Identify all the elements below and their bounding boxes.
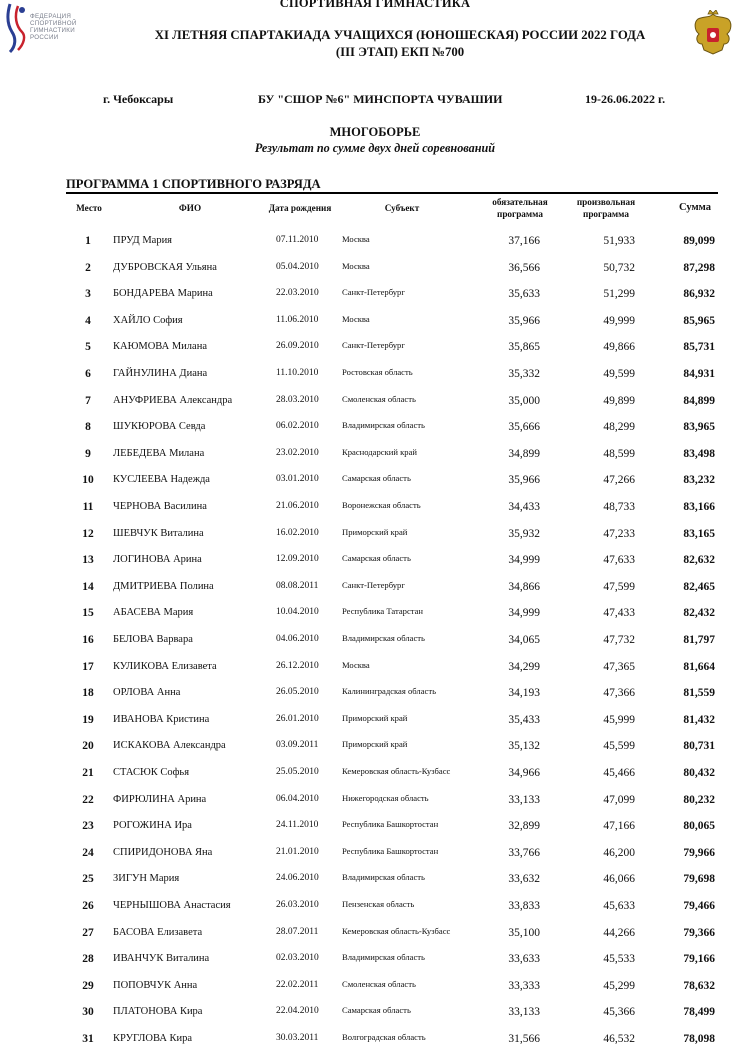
- table-row: [0, 681, 750, 708]
- voluntary-score-cell: 48,299: [603, 421, 635, 434]
- place-cell: 15: [82, 607, 94, 620]
- city: г. Чебоксары: [103, 92, 174, 106]
- voluntary-score-cell: 46,532: [603, 1033, 635, 1045]
- name-cell: ПОПОВЧУК Анна: [113, 979, 198, 991]
- place-cell: 27: [82, 926, 94, 939]
- name-cell: ЛЕБЕДЕВА Милана: [113, 447, 205, 459]
- col-header-voluntary: [566, 196, 646, 220]
- table-row: [0, 601, 750, 628]
- dob-cell: 30.03.2011: [276, 1033, 319, 1043]
- col-header-sum: Сумма: [679, 202, 711, 213]
- voluntary-score-cell: 47,233: [603, 527, 635, 540]
- dob-cell: 25.05.2010: [276, 767, 319, 777]
- dates: 19-26.06.2022 г.: [585, 92, 666, 106]
- total-score-cell: 81,664: [683, 660, 715, 673]
- name-cell: СПИРИДОНОВА Яна: [113, 846, 213, 858]
- table-row: [0, 1027, 750, 1054]
- region-cell: Москва: [342, 313, 370, 324]
- dob-cell: 24.11.2010: [276, 820, 319, 831]
- table-row: [0, 282, 750, 309]
- total-score-cell: 83,965: [683, 421, 715, 434]
- dob-cell: 04.06.2010: [276, 634, 319, 644]
- obligatory-score-cell: 34,999: [508, 607, 540, 620]
- total-score-cell: 84,931: [683, 368, 715, 380]
- name-cell: ИСКАКОВА Александра: [113, 740, 226, 752]
- obligatory-score-cell: 35,966: [508, 314, 540, 327]
- obligatory-score-cell: 36,566: [508, 261, 540, 274]
- logo-text-line: РОССИИ: [30, 34, 59, 41]
- table-row: [0, 921, 750, 948]
- voluntary-score-cell: 47,166: [603, 820, 635, 833]
- dob-cell: 10.04.2010: [276, 607, 319, 618]
- voluntary-score-cell: 46,200: [603, 846, 635, 859]
- total-score-cell: 80,065: [683, 820, 715, 833]
- voluntary-score-cell: 47,099: [603, 793, 635, 806]
- total-score-cell: 81,432: [683, 713, 715, 726]
- total-score-cell: 78,632: [683, 979, 715, 992]
- obligatory-score-cell: 32,899: [508, 820, 540, 833]
- place-cell: 25: [82, 873, 94, 886]
- col-header-dob: Дата рождения: [268, 203, 332, 213]
- region-cell: Республика Башкортостан: [342, 819, 439, 830]
- place-cell: 1: [85, 235, 91, 247]
- name-cell: ШУКЮРОВА Севда: [113, 421, 206, 433]
- dob-cell: 26.09.2010: [276, 341, 319, 352]
- obligatory-score-cell: 33,766: [508, 846, 540, 859]
- obligatory-score-cell: 33,133: [508, 793, 540, 806]
- table-row: [0, 415, 750, 442]
- name-cell: БЕЛОВА Варвара: [113, 634, 193, 645]
- dob-cell: 03.09.2011: [276, 740, 319, 751]
- col-header-place: Место: [76, 203, 102, 213]
- place-cell: 26: [82, 900, 94, 912]
- obligatory-score-cell: 35,132: [508, 740, 540, 753]
- dob-cell: 07.11.2010: [276, 235, 319, 245]
- logo-text-line: ФЕДЕРАЦИЯ: [30, 13, 72, 20]
- dob-cell: 28.03.2010: [276, 394, 319, 405]
- table-row: [0, 256, 750, 283]
- obligatory-score-cell: 35,332: [508, 368, 540, 380]
- voluntary-score-cell: 45,633: [603, 900, 635, 912]
- total-score-cell: 78,098: [683, 1033, 715, 1045]
- name-cell: ЗИГУН Мария: [113, 873, 180, 885]
- table-row: [0, 841, 750, 868]
- obligatory-score-cell: 35,633: [508, 288, 540, 301]
- place-cell: 6: [85, 368, 91, 380]
- place-cell: 30: [82, 1006, 94, 1019]
- name-cell: КАЮМОВА Милана: [113, 341, 207, 353]
- region-cell: Приморский край: [342, 739, 408, 750]
- table-row: [0, 947, 750, 974]
- table-row: [0, 442, 750, 469]
- dob-cell: 05.04.2010: [276, 261, 319, 272]
- obligatory-score-cell: 33,133: [508, 1006, 540, 1019]
- name-cell: ФИРЮЛИНА Арина: [113, 793, 207, 805]
- region-cell: Кемеровская область-Кузбасс: [342, 766, 451, 776]
- dob-cell: 11.10.2010: [276, 368, 319, 378]
- total-score-cell: 86,932: [683, 288, 715, 301]
- event-title: МНОГОБОРЬЕ: [329, 125, 421, 139]
- dob-cell: 26.05.2010: [276, 687, 319, 698]
- dob-cell: 26.03.2010: [276, 900, 319, 910]
- region-cell: Республика Башкортостан: [342, 845, 439, 856]
- place-cell: 29: [82, 979, 94, 992]
- name-cell: ОРЛОВА Анна: [113, 687, 181, 699]
- total-score-cell: 83,166: [683, 501, 715, 513]
- dob-cell: 21.01.2010: [276, 846, 319, 857]
- total-score-cell: 81,559: [683, 687, 715, 700]
- place-cell: 22: [82, 793, 94, 806]
- dob-cell: 16.02.2010: [276, 527, 319, 538]
- total-score-cell: 80,731: [683, 740, 715, 753]
- region-cell: Смоленская область: [342, 393, 416, 404]
- name-cell: РОГОЖИНА Ира: [113, 820, 192, 832]
- voluntary-score-cell: 50,732: [603, 261, 635, 274]
- obligatory-score-cell: 34,999: [508, 554, 540, 567]
- voluntary-score-cell: 47,633: [603, 554, 635, 567]
- total-score-cell: 79,966: [683, 846, 715, 859]
- table-row: [0, 362, 750, 389]
- total-score-cell: 87,298: [683, 261, 715, 274]
- voluntary-score-cell: 49,866: [603, 341, 635, 354]
- voluntary-score-cell: 48,733: [603, 501, 635, 513]
- voluntary-score-cell: 49,999: [603, 314, 635, 327]
- voluntary-score-cell: 45,299: [603, 979, 635, 992]
- col-header-name: ФИО: [178, 203, 202, 213]
- dob-cell: 06.04.2010: [276, 793, 319, 804]
- table-row: [0, 655, 750, 682]
- dob-cell: 03.01.2010: [276, 474, 319, 485]
- col-header-line: программа: [583, 209, 629, 219]
- name-cell: АНУФРИЕВА Александра: [113, 394, 233, 406]
- coat-of-arms-icon: [690, 10, 736, 58]
- name-cell: КРУГЛОВА Кира: [113, 1033, 193, 1044]
- region-cell: Владимирская область: [342, 872, 425, 883]
- table-row: [0, 974, 750, 1001]
- dob-cell: 22.04.2010: [276, 1006, 319, 1017]
- voluntary-score-cell: 47,366: [603, 687, 635, 700]
- dob-cell: 24.06.2010: [276, 873, 319, 884]
- total-score-cell: 81,797: [683, 634, 715, 646]
- table-row: [0, 761, 750, 788]
- table-row: [0, 734, 750, 761]
- name-cell: ИВАНОВА Кристина: [113, 713, 210, 725]
- dob-cell: 23.02.2010: [276, 447, 319, 458]
- table-row: [0, 335, 750, 362]
- table-row: [0, 548, 750, 575]
- region-cell: Владимирская область: [342, 420, 425, 431]
- region-cell: Приморский край: [342, 526, 408, 537]
- region-cell: Кемеровская область-Кузбасс: [342, 925, 451, 936]
- table-row: [0, 867, 750, 894]
- place-cell: 14: [82, 580, 94, 593]
- total-score-cell: 83,232: [683, 474, 715, 487]
- total-score-cell: 89,099: [683, 235, 715, 247]
- voluntary-score-cell: 47,433: [603, 607, 635, 620]
- voluntary-score-cell: 45,466: [603, 767, 635, 779]
- voluntary-score-cell: 44,266: [603, 926, 635, 939]
- name-cell: ИВАНЧУК Виталина: [113, 953, 210, 965]
- total-score-cell: 80,432: [683, 767, 715, 779]
- total-score-cell: 79,698: [683, 873, 715, 886]
- obligatory-score-cell: 33,833: [508, 900, 540, 912]
- dob-cell: 28.07.2011: [276, 926, 319, 937]
- place-cell: 16: [82, 634, 94, 646]
- place-cell: 17: [82, 660, 94, 673]
- name-cell: СТАСЮК Софья: [113, 767, 190, 778]
- voluntary-score-cell: 47,732: [603, 634, 635, 646]
- place-cell: 7: [85, 394, 91, 407]
- region-cell: Самарская область: [342, 553, 411, 564]
- place-cell: 9: [85, 447, 91, 460]
- col-header-line: произвольная: [576, 197, 636, 207]
- total-score-cell: 79,466: [683, 900, 715, 912]
- region-cell: Москва: [342, 659, 370, 670]
- voluntary-score-cell: 45,533: [603, 953, 635, 966]
- total-score-cell: 84,899: [683, 394, 715, 407]
- obligatory-score-cell: 34,866: [508, 580, 540, 593]
- place-cell: 4: [85, 314, 91, 327]
- name-cell: ЛОГИНОВА Арина: [113, 554, 202, 566]
- table-row: [0, 708, 750, 735]
- name-cell: ХАЙЛО София: [113, 314, 183, 326]
- table-row: [0, 628, 750, 655]
- dob-cell: 11.06.2010: [276, 314, 319, 325]
- obligatory-score-cell: 33,632: [508, 873, 540, 886]
- table-row: [0, 814, 750, 841]
- col-header-line: программа: [497, 209, 543, 219]
- region-cell: Санкт-Петербург: [342, 340, 405, 351]
- region-cell: Владимирская область: [342, 952, 425, 963]
- voluntary-score-cell: 45,366: [603, 1006, 635, 1019]
- obligatory-score-cell: 35,865: [508, 341, 540, 354]
- obligatory-score-cell: 35,433: [508, 713, 540, 726]
- competition-stage: (III ЭТАП) ЕКП №700: [335, 45, 465, 59]
- total-score-cell: 85,965: [683, 314, 715, 327]
- table-row: [0, 522, 750, 549]
- region-cell: Приморский край: [342, 712, 408, 723]
- obligatory-score-cell: 34,299: [508, 660, 540, 673]
- name-cell: АБАСЕВА Мария: [113, 607, 194, 619]
- voluntary-score-cell: 47,599: [603, 580, 635, 593]
- table-row: [0, 575, 750, 602]
- region-cell: Волгоградская область: [342, 1032, 426, 1042]
- place-cell: 19: [82, 713, 94, 726]
- voluntary-score-cell: 45,599: [603, 740, 635, 753]
- region-cell: Воронежская область: [342, 500, 421, 510]
- table-row: [0, 894, 750, 921]
- obligatory-score-cell: 33,333: [508, 979, 540, 992]
- region-cell: Республика Татарстан: [342, 606, 424, 617]
- logo-text-line: СПОРТИВНОЙ: [30, 20, 77, 27]
- obligatory-score-cell: 35,100: [508, 926, 540, 939]
- dob-cell: 06.02.2010: [276, 421, 319, 432]
- dob-cell: 21.06.2010: [276, 501, 319, 511]
- dob-cell: 02.03.2010: [276, 953, 319, 964]
- place-cell: 31: [82, 1033, 94, 1045]
- obligatory-score-cell: 35,000: [508, 394, 540, 407]
- place-cell: 13: [82, 554, 94, 567]
- name-cell: ЧЕРНОВА Василина: [113, 501, 207, 512]
- region-cell: Санкт-Петербург: [342, 287, 405, 298]
- obligatory-score-cell: 34,193: [508, 687, 540, 700]
- place-cell: 23: [82, 820, 94, 833]
- region-cell: Смоленская область: [342, 978, 416, 989]
- obligatory-score-cell: 33,633: [508, 953, 540, 966]
- table-row: [0, 309, 750, 336]
- obligatory-score-cell: 34,433: [508, 501, 540, 513]
- place-cell: 8: [85, 421, 91, 434]
- name-cell: ГАЙНУЛИНА Диана: [113, 368, 208, 379]
- dob-cell: 08.08.2011: [276, 580, 319, 591]
- table-row: [0, 468, 750, 495]
- total-score-cell: 79,366: [683, 926, 715, 939]
- obligatory-score-cell: 34,966: [508, 767, 540, 779]
- place-cell: 5: [85, 341, 91, 354]
- name-cell: БАСОВА Елизавета: [113, 926, 203, 938]
- name-cell: ДУБРОВСКАЯ Ульяна: [113, 261, 217, 273]
- name-cell: КУЛИКОВА Елизавета: [113, 660, 217, 672]
- region-cell: Москва: [342, 260, 370, 271]
- region-cell: Нижегородская область: [342, 792, 429, 803]
- obligatory-score-cell: 35,932: [508, 527, 540, 540]
- sport-title: СПОРТИВНАЯ ГИМНАСТИКА: [279, 0, 471, 10]
- region-cell: Краснодарский край: [342, 446, 418, 457]
- organization: БУ "СШОР №6" МИНСПОРТА ЧУВАШИИ: [258, 92, 503, 106]
- obligatory-score-cell: 34,065: [508, 634, 540, 646]
- dob-cell: 12.09.2010: [276, 554, 319, 565]
- table-row: [0, 229, 750, 256]
- place-cell: 24: [82, 846, 94, 859]
- obligatory-score-cell: 35,966: [508, 474, 540, 487]
- table-row: [0, 389, 750, 416]
- place-cell: 18: [82, 687, 94, 700]
- table-row: [0, 1000, 750, 1027]
- voluntary-score-cell: 46,066: [603, 873, 635, 886]
- name-cell: ПЛАТОНОВА Кира: [113, 1006, 203, 1018]
- col-header-region: Субъект: [384, 203, 420, 213]
- name-cell: ДМИТРИЕВА Полина: [113, 580, 214, 592]
- region-cell: Владимирская область: [342, 633, 425, 643]
- name-cell: КУСЛЕЕВА Надежда: [113, 474, 210, 486]
- total-score-cell: 78,499: [683, 1006, 715, 1019]
- voluntary-score-cell: 48,599: [603, 447, 635, 460]
- obligatory-score-cell: 37,166: [508, 235, 540, 247]
- voluntary-score-cell: 47,266: [603, 474, 635, 487]
- logo-text-line: ГИМНАСТИКИ: [30, 27, 75, 34]
- dob-cell: 22.02.2011: [276, 979, 319, 990]
- voluntary-score-cell: 49,599: [603, 368, 635, 380]
- place-cell: 28: [82, 953, 94, 966]
- total-score-cell: 85,731: [683, 341, 715, 354]
- name-cell: ШЕВЧУК Виталина: [113, 527, 204, 539]
- region-cell: Санкт-Петербург: [342, 579, 405, 590]
- region-cell: Ростовская область: [342, 367, 413, 377]
- place-cell: 3: [85, 288, 91, 301]
- name-cell: ПРУД Мария: [113, 235, 173, 246]
- place-cell: 11: [82, 501, 94, 513]
- voluntary-score-cell: 51,299: [603, 288, 635, 301]
- divider: [66, 192, 718, 194]
- voluntary-score-cell: 45,999: [603, 713, 635, 726]
- place-cell: 12: [82, 527, 94, 540]
- region-cell: Пензенская область: [342, 899, 415, 909]
- name-cell: ЧЕРНЫШОВА Анастасия: [113, 900, 231, 911]
- total-score-cell: 83,165: [683, 527, 715, 540]
- place-cell: 10: [82, 474, 94, 487]
- voluntary-score-cell: 49,899: [603, 394, 635, 407]
- total-score-cell: 80,232: [683, 793, 715, 806]
- obligatory-score-cell: 34,899: [508, 447, 540, 460]
- total-score-cell: 83,498: [683, 447, 715, 460]
- region-cell: Самарская область: [342, 1005, 411, 1016]
- total-score-cell: 79,166: [683, 953, 715, 966]
- obligatory-score-cell: 31,566: [508, 1033, 540, 1045]
- event-note: Результат по сумме двух дней соревнований: [254, 141, 496, 155]
- place-cell: 2: [85, 261, 91, 274]
- dob-cell: 26.01.2010: [276, 713, 319, 724]
- col-header-line: обязательная: [492, 197, 548, 207]
- total-score-cell: 82,632: [683, 554, 715, 567]
- col-header-obligatory: [475, 196, 565, 220]
- dob-cell: 22.03.2010: [276, 288, 319, 299]
- total-score-cell: 82,465: [683, 580, 715, 593]
- voluntary-score-cell: 47,365: [603, 660, 635, 673]
- region-cell: Калининградская область: [342, 686, 437, 697]
- total-score-cell: 82,432: [683, 607, 715, 620]
- place-cell: 21: [82, 767, 94, 779]
- table-row: [0, 495, 750, 522]
- table-row: [0, 788, 750, 815]
- name-cell: БОНДАРЕВА Марина: [113, 288, 213, 300]
- obligatory-score-cell: 35,666: [508, 421, 540, 434]
- region-cell: Самарская область: [342, 473, 411, 484]
- program-title: ПРОГРАММА 1 СПОРТИВНОГО РАЗРЯДА: [66, 177, 321, 191]
- region-cell: Москва: [342, 234, 370, 244]
- competition-title: XI ЛЕТНЯЯ СПАРТАКИАДА УЧАЩИХСЯ (ЮНОШЕСКАЯ) РОССИИ 2022 ГОДА: [154, 28, 646, 42]
- place-cell: 20: [82, 740, 94, 753]
- voluntary-score-cell: 51,933: [603, 235, 635, 247]
- dob-cell: 26.12.2010: [276, 660, 319, 671]
